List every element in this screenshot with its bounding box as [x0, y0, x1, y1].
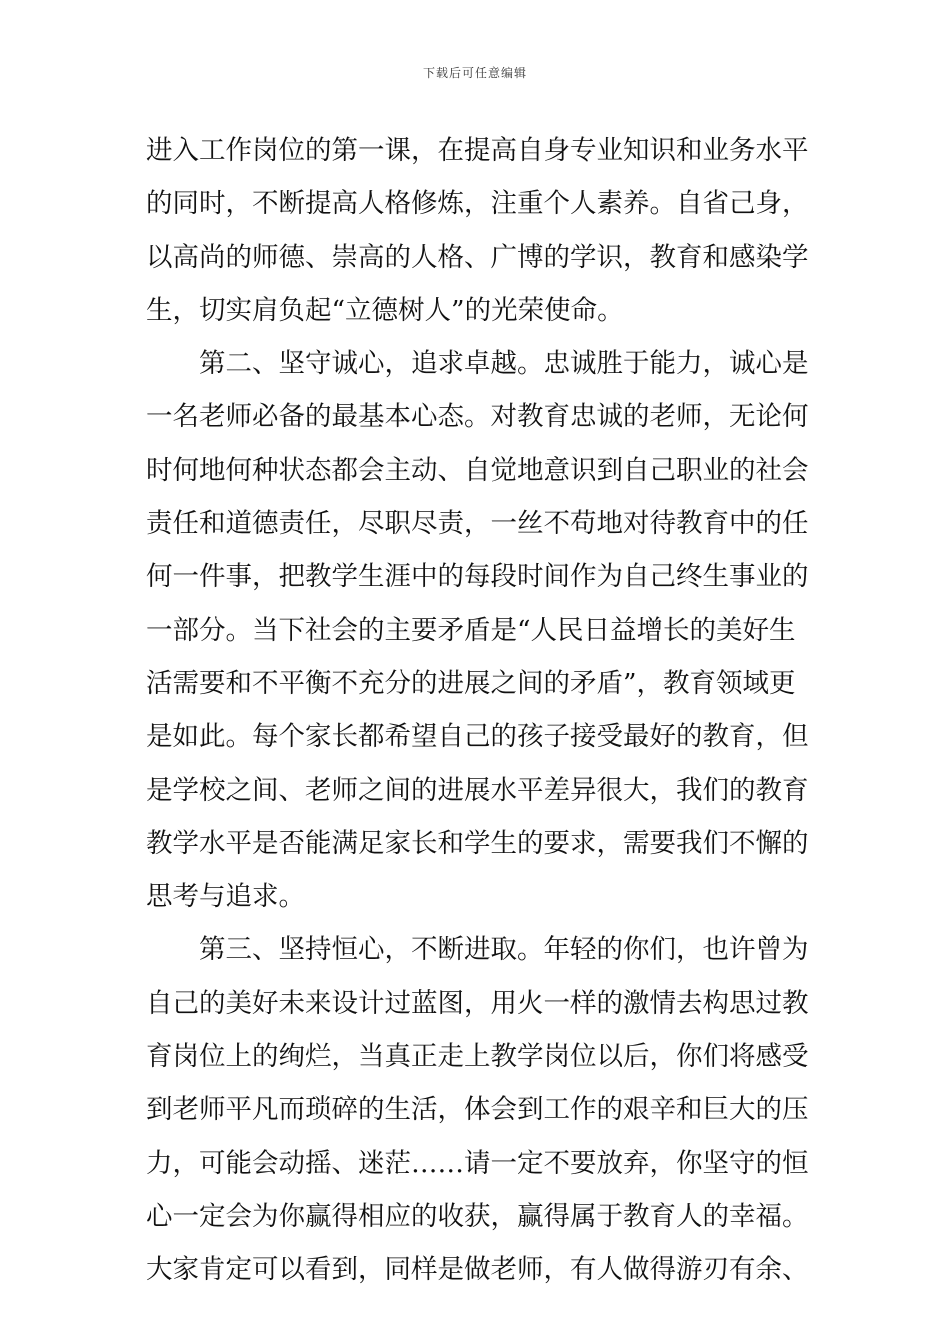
text-line: 思考与追求。 [146, 881, 305, 913]
text-line: 是学校之间、老师之间的进展水平差异很大，我们的教育 [146, 774, 809, 806]
text-line: 活需要和不平衡不充分的进展之间的矛盾”，教育领域更 [146, 667, 796, 699]
text-line: 一部分。当下社会的主要矛盾是“人民日益增长的美好生 [146, 614, 796, 646]
text-line: 大家肯定可以看到，同样是做老师，有人做得游刃有余、 [146, 1254, 809, 1286]
text-line: 生，切实肩负起“立德树人”的光荣使命。 [146, 294, 624, 326]
text-line: 一名老师必备的最基本心态。对教育忠诚的老师，无论何 [146, 401, 809, 433]
text-line: 责任和道德责任，尽职尽责，一丝不苟地对待教育中的任 [146, 508, 809, 540]
text-line: 以高尚的师德、崇高的人格、广博的学识，教育和感染学 [146, 241, 809, 273]
text-line: 进入工作岗位的第一课，在提高自身专业知识和业务水平 [146, 135, 809, 166]
paragraph-start-line: 第三、坚持恒心，不断进取。年轻的你们，也许曾为 [199, 934, 809, 966]
text-line: 的同时，不断提高人格修炼，注重个人素养。自省己身， [146, 188, 809, 220]
text-line: 育岗位上的绚烂，当真正走上教学岗位以后，你们将感受 [146, 1041, 809, 1073]
text-line: 时何地何种状态都会主动、自觉地意识到自己职业的社会 [146, 454, 809, 486]
text-line: 自己的美好未来设计过蓝图，用火一样的激情去构思过教 [146, 987, 809, 1019]
page-header: 下载后可任意编辑 [422, 66, 527, 80]
paragraph-start-line: 第二、坚守诚心，追求卓越。忠诚胜于能力，诚心是 [199, 348, 809, 380]
text-line: 教学水平是否能满足家长和学生的要求，需要我们不懈的 [146, 827, 809, 859]
document-body [146, 124, 809, 1297]
text-line: 何一件事，把教学生涯中的每段时间作为自己终生事业的 [146, 561, 809, 593]
text-line: 到老师平凡而琐碎的生活，体会到工作的艰辛和巨大的压 [146, 1094, 809, 1126]
text-line: 心一定会为你赢得相应的收获，赢得属于教育人的幸福。 [146, 1200, 809, 1232]
text-line: 力，可能会动摇、迷茫……请一定不要放弃，你坚守的恒 [146, 1147, 809, 1179]
text-line: 是如此。每个家长都希望自己的孩子接受最好的教育，但 [146, 721, 809, 753]
